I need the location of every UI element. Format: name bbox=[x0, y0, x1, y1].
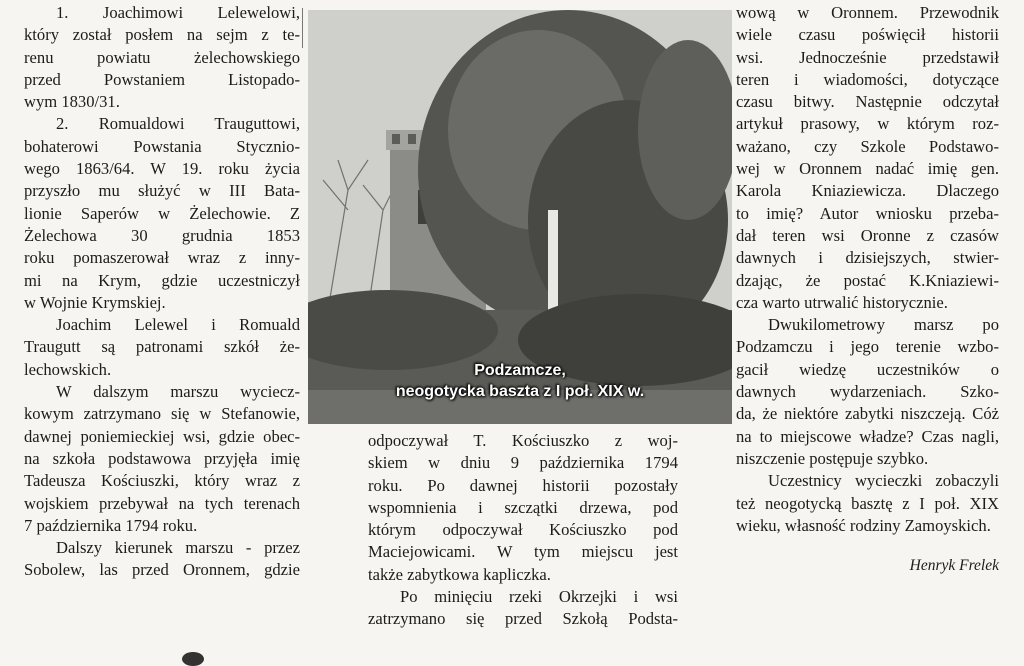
text-line: także zabytkowa kapliczka. bbox=[368, 564, 551, 584]
text-line: Żelechowa 30 grudnia 1853 bbox=[24, 225, 300, 245]
text-line: Joachim Lelewel i Romuald bbox=[56, 315, 300, 335]
text-line: w Wojnie Krymskiej. bbox=[24, 292, 166, 312]
text-line: dawnych i dzisiejszych, stwier- bbox=[736, 248, 999, 268]
paragraph bbox=[24, 113, 300, 314]
text-line: zatrzymano się przed Szkołą Podsta- bbox=[368, 609, 678, 629]
text-line: 1. Joachimowi Lelewelowi, bbox=[56, 3, 300, 22]
text-line: dzając, że postać K.Kniaziewi- bbox=[736, 270, 999, 290]
text-line: dawnej poniemieckiej wsi, gdzie obec- bbox=[24, 426, 300, 446]
paragraph bbox=[24, 314, 300, 381]
text-line: niszczenie postępuje szybko. bbox=[736, 448, 929, 468]
author-signature-row bbox=[736, 555, 999, 577]
text-line: roku. Po dawnej historii pozostały bbox=[368, 475, 678, 495]
text-line: skiem w dniu 9 października 1794 bbox=[368, 453, 678, 473]
text-line: Traugutt są patronami szkół że- bbox=[24, 337, 300, 357]
paragraph bbox=[24, 537, 300, 582]
text-line: którym odpoczywał Kościuszko pod bbox=[368, 520, 678, 540]
text-line: kowym zatrzymano się w Stefanowie, bbox=[24, 404, 300, 424]
caption-line-1: Podzamcze, bbox=[474, 362, 566, 379]
text-line: wieku, własność rodziny Zamoyskich. bbox=[736, 515, 991, 535]
text-line: przed Powstaniem Listopado- bbox=[24, 69, 300, 89]
text-line: cza warto utrwalić historycznie. bbox=[736, 292, 948, 312]
text-line: 2. Romualdowi Trauguttowi, bbox=[56, 114, 300, 134]
text-line: wej w Oronnem nadać imię gen. bbox=[736, 159, 999, 179]
text-line: 7 października 1794 roku. bbox=[24, 515, 198, 535]
caption-line-2: neogotycka baszta z I poł. XIX w. bbox=[395, 383, 645, 400]
text-line: artykuł prasowy, w którym roz- bbox=[736, 114, 999, 134]
text-line: wsi. Jednocześnie przedstawił bbox=[736, 47, 999, 67]
text-line: Podzamczu i jego terenie wzbo- bbox=[736, 337, 999, 357]
text-column-left bbox=[24, 2, 300, 582]
paragraph bbox=[736, 314, 999, 470]
text-line: Dalszy kierunek marszu - przez bbox=[56, 538, 300, 558]
text-line: lechowskich. bbox=[24, 359, 112, 379]
text-line: na to miejscowe władze? Czas nagli, bbox=[736, 426, 999, 446]
author-signature: Henryk Frelek bbox=[909, 557, 999, 575]
text-line: Dwukilometrowy marsz po bbox=[768, 315, 999, 335]
text-line: bohaterowi Powstania Stycznio- bbox=[24, 136, 300, 156]
text-line: który został posłem na sejm z te- bbox=[24, 25, 300, 45]
paragraph bbox=[736, 470, 999, 537]
paragraph bbox=[368, 586, 678, 631]
text-line: dawnych wydarzeniach. Szko- bbox=[736, 382, 999, 402]
paragraph bbox=[368, 430, 678, 586]
paragraph bbox=[736, 2, 999, 314]
column-rule bbox=[302, 8, 303, 48]
text-line: roku pomaszerował wraz z inny- bbox=[24, 248, 300, 268]
text-column-middle bbox=[368, 430, 678, 631]
text-line: lionie Saperów w Żelechowie. Z bbox=[24, 203, 300, 223]
text-line: wojskiem przebywał na tych terenach bbox=[24, 493, 300, 513]
paragraph bbox=[24, 2, 300, 113]
text-line: odpoczywał T. Kościuszko z woj- bbox=[368, 431, 678, 450]
text-line: dał teren wsi Oronne z czasów bbox=[736, 225, 999, 245]
text-line: czasu bitwy. Następnie odczytał bbox=[736, 92, 999, 112]
text-line: teren i wiadomości, dotyczące bbox=[736, 69, 999, 89]
photo-podzamcze bbox=[308, 10, 732, 424]
text-line: wiele czasu poświęcił historii bbox=[736, 25, 999, 45]
text-line: też neogotycką basztę z I poł. XIX bbox=[736, 493, 999, 513]
text-line: ważano, czy Szkole Podstawo- bbox=[736, 136, 999, 156]
text-column-right bbox=[736, 2, 999, 577]
text-line: wspomnienia i szczątki drzewa, pod bbox=[368, 497, 678, 517]
text-line: Karola Kniaziewicza. Dlaczego bbox=[736, 181, 999, 201]
text-line: Tadeusza Kościuszki, który wraz z bbox=[24, 471, 300, 491]
paragraph bbox=[24, 381, 300, 537]
page-mark bbox=[182, 652, 204, 666]
text-line: wową w Oronnem. Przewodnik bbox=[736, 3, 999, 22]
text-line: Sobolew, las przed Oronnem, gdzie bbox=[24, 560, 300, 580]
text-line: Uczestnicy wycieczki zobaczyli bbox=[768, 471, 999, 491]
photo-caption bbox=[308, 360, 732, 402]
text-line: renu powiatu żelechowskiego bbox=[24, 47, 300, 67]
text-line: przyszło mu służyć w III Bata- bbox=[24, 181, 300, 201]
text-line: na szkoła podstawowa przyjęła imię bbox=[24, 448, 300, 468]
text-line: Maciejowicami. W tym miejscu jest bbox=[368, 542, 678, 562]
text-line: to imię? Autor wniosku przeba- bbox=[736, 203, 999, 223]
text-line: wym 1830/31. bbox=[24, 92, 120, 112]
text-line: Po minięciu rzeki Okrzejki i wsi bbox=[400, 587, 678, 607]
text-line: gacił wiedzę uczestników o bbox=[736, 359, 999, 379]
text-line: mi na Krym, gdzie uczestniczył bbox=[24, 270, 300, 290]
text-line: da, że niektóre zabytki niszczeją. Cóż bbox=[736, 404, 999, 424]
text-line: W dalszym marszu wyciecz- bbox=[56, 382, 300, 402]
text-line: wego 1863/64. W 19. roku życia bbox=[24, 159, 300, 179]
